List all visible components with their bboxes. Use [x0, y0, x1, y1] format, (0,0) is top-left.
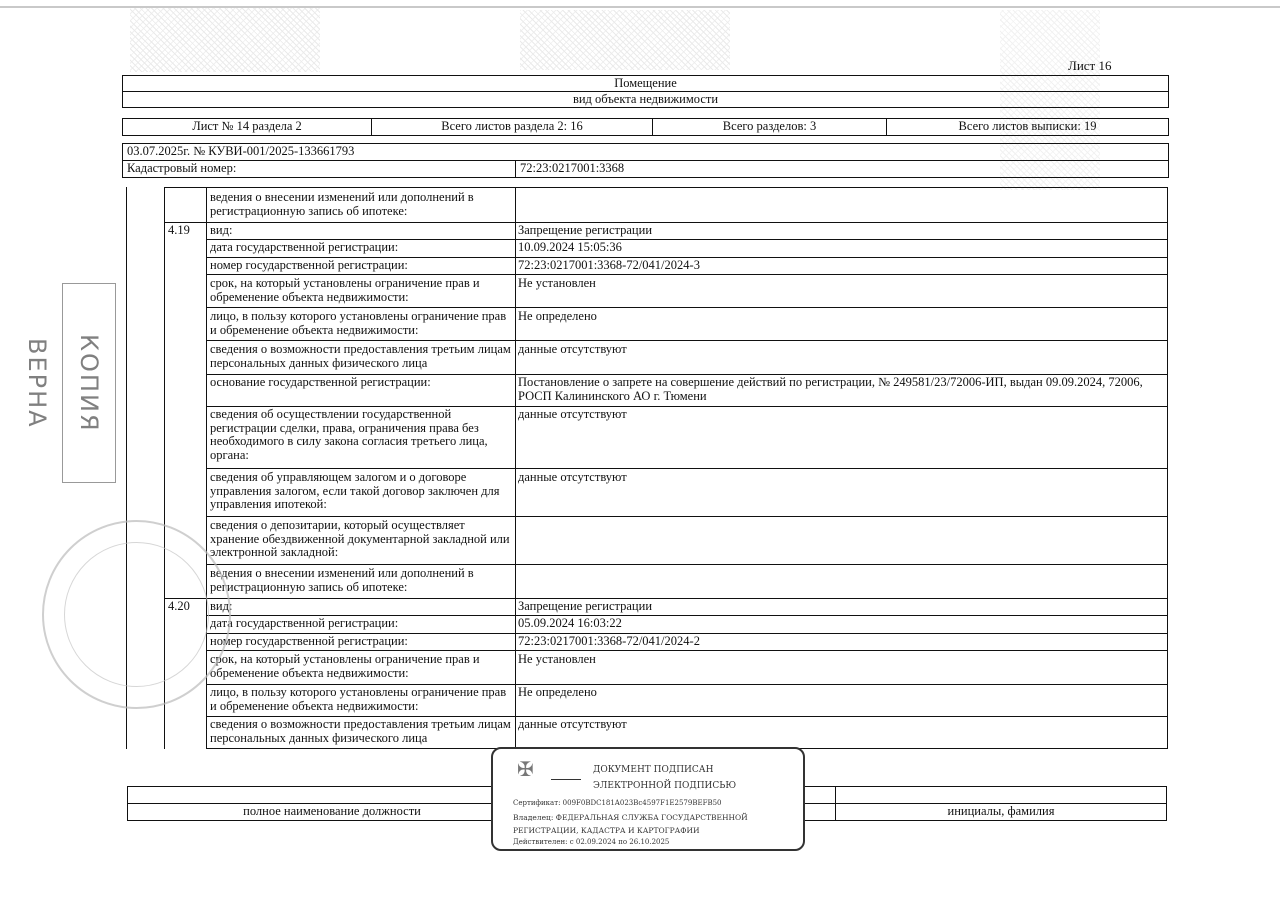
rule — [164, 222, 1168, 223]
reg-date-label: дата государственной регистрации: — [210, 616, 399, 630]
depositary-label: сведения о депозитарии, который осуществляет хранение обездвиженной документарной закладной или электронной закладной: — [210, 518, 510, 559]
initials-caption: инициалы, фамилия — [836, 804, 1167, 821]
kind-value: Запрещение регистрации — [518, 599, 653, 613]
esig-title: ДОКУМЕНТ ПОДПИСАН — [593, 765, 714, 775]
sheet-label: Лист 16 — [1068, 58, 1112, 73]
reg-date-value: 05.09.2024 16:03:22 — [518, 616, 622, 630]
beneficiary-value: Не определено — [518, 685, 597, 699]
reg-number-label: номер государственной регистрации: — [210, 258, 408, 272]
rule — [206, 340, 1168, 341]
cadastral-value: 72:23:0217001:3368 — [516, 161, 1169, 178]
consent-label: сведения об осуществлении государственной регистрации сделки, права, ограничения права без необходимого в силу закона согласия третьего лица, органа: — [210, 407, 488, 462]
term-value: Не установлен — [518, 652, 596, 666]
reg-number-value: 72:23:0217001:3368-72/041/2024-3 — [518, 258, 700, 272]
reg-date-value: 10.09.2024 15:05:36 — [518, 240, 622, 254]
beneficiary-value: Не определено — [518, 309, 597, 323]
term-label: срок, на который установлены ограничение прав и обременение объекта недвижимости: — [210, 276, 480, 304]
personal-data-value: данные отсутствуют — [518, 342, 627, 356]
rule — [206, 468, 1168, 469]
object-type-caption: вид объекта недвижимости — [123, 92, 1169, 108]
reg-number-value: 72:23:0217001:3368-72/041/2024-2 — [518, 634, 700, 648]
entry-number: 4.19 — [168, 223, 190, 237]
esig-certificate: Сертификат: 009F0BDC181A023Bc4597F1E2579BEFB50 — [513, 799, 722, 807]
blank-cell — [836, 787, 1167, 804]
term-value: Не установлен — [518, 276, 596, 290]
personal-data-value: данные отсутствуют — [518, 717, 627, 731]
pledge-manager-label: сведения об управляющем залогом и о договоре управления залогом, если такой договор заключен для управления ипотекой: — [210, 470, 500, 511]
esig-subtitle: ЭЛЕКТРОННОЙ ПОДПИСЬЮ — [593, 781, 737, 791]
esig-owner: Владелец: ФЕДЕРАЛЬНАЯ СЛУЖБА ГОСУДАРСТВЕННОЙ — [513, 813, 748, 822]
rule — [206, 564, 1168, 565]
rule — [206, 307, 1168, 308]
total-section-sheets: Всего листов раздела 2: 16 — [372, 119, 653, 136]
changes-label: ведения о внесении изменений или дополнений в регистрационную запись об ипотеке: — [210, 566, 474, 594]
esig-owner: РЕГИСТРАЦИИ, КАДАСТРА И КАРТОГРАФИИ — [513, 826, 700, 835]
total-extract-sheets: Всего листов выписки: 19 — [887, 119, 1169, 136]
sheet-meta-table — [122, 118, 1169, 136]
basis-value: Постановление о запрете на совершение действий по регистрации, № 249581/23/72006-ИП, выдан 09.09.2024, 72006, РОСП Калининского АО г. Тюмени — [518, 375, 1143, 403]
e-signature-stamp — [491, 747, 805, 851]
beneficiary-label: лицо, в пользу которого установлены ограничение прав и обременение объекта недвижимости: — [210, 685, 507, 713]
personal-data-label: сведения о возможности предоставления третьим лицам персональных данных физического лица — [210, 342, 511, 370]
beneficiary-label: лицо, в пользу которого установлены ограничение прав и обременение объекта недвижимости: — [210, 309, 507, 337]
object-type: Помещение — [123, 76, 1169, 92]
rule — [206, 516, 1168, 517]
scan-noise — [520, 10, 730, 70]
basis-label: основание государственной регистрации: — [210, 375, 431, 389]
personal-data-label: сведения о возможности предоставления третьим лицам персональных данных физического лица — [210, 717, 511, 745]
position-caption: полное наименование должности — [128, 804, 537, 821]
kind-label: вид: — [210, 599, 233, 613]
header-table — [122, 75, 1169, 108]
copy-certified-stamp: КОПИЯ ВЕРНА — [62, 283, 116, 483]
reg-number-label: номер государственной регистрации: — [210, 634, 408, 648]
cadastral-label: Кадастровый номер: — [123, 161, 516, 178]
rule — [551, 779, 581, 780]
total-sections: Всего разделов: 3 — [653, 119, 887, 136]
changes-label: ведения о внесении изменений или дополнений в регистрационную запись об ипотеке: — [210, 190, 474, 218]
consent-value: данные отсутствуют — [518, 407, 627, 421]
reg-date-label: дата государственной регистрации: — [210, 240, 399, 254]
kind-value: Запрещение регистрации — [518, 223, 653, 237]
blank-cell — [128, 787, 537, 804]
kind-label: вид: — [210, 223, 233, 237]
scan-noise — [130, 8, 320, 72]
rule — [164, 598, 1168, 599]
registration-table — [122, 143, 1169, 178]
esig-validity: Действителен: с 02.09.2024 по 26.10.2025 — [513, 838, 670, 846]
extract-date-number: 03.07.2025г. № КУВИ-001/2025-133661793 — [123, 144, 1169, 161]
rule — [206, 650, 1168, 651]
rule — [206, 274, 1168, 275]
official-seal — [42, 520, 231, 709]
rule — [164, 187, 1168, 188]
sheet-number: Лист № 14 раздела 2 — [123, 119, 372, 136]
term-label: срок, на который установлены ограничение прав и обременение объекта недвижимости: — [210, 652, 480, 680]
entry-number: 4.20 — [168, 599, 190, 613]
pledge-manager-value: данные отсутствуют — [518, 470, 627, 484]
emblem-icon: ✠ — [517, 757, 534, 781]
